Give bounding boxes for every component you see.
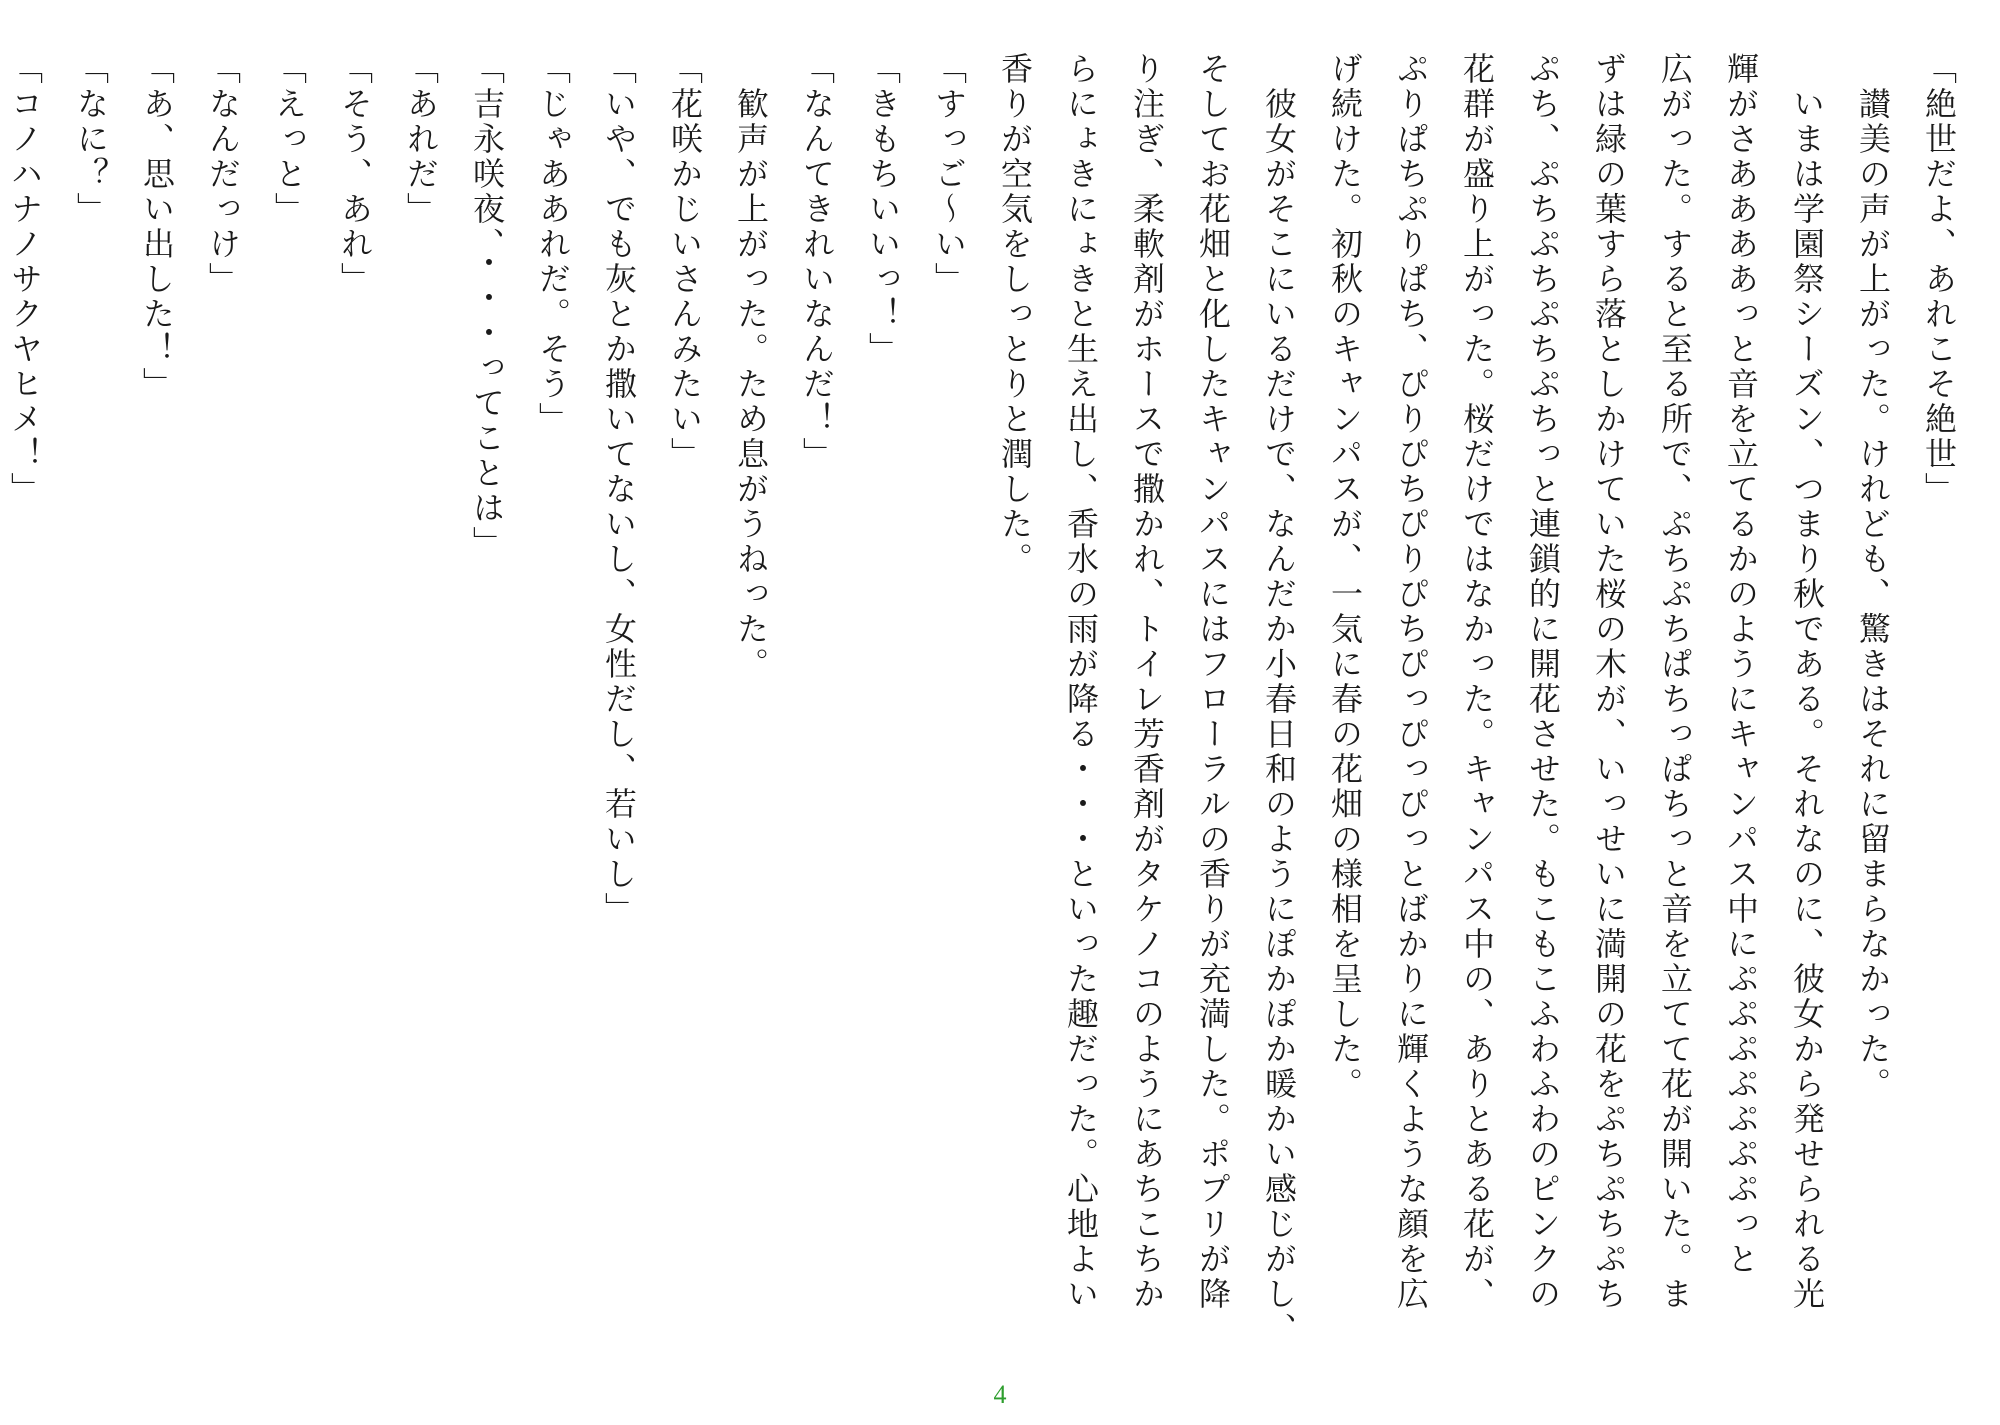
text-line: 「あ、思い出した！」 xyxy=(138,52,176,402)
text-line: 「えっと」 xyxy=(270,52,308,227)
text-line: そしてお花畑と化したキャンパスにはフローラルの香りが充満した。ポプリが降 xyxy=(1194,52,1232,1312)
text-line: 「吉永咲夜、・・・ってことは」 xyxy=(468,52,506,561)
text-line: 「あれだ」 xyxy=(402,52,440,227)
text-line: 「なんてきれいなんだ！」 xyxy=(798,52,836,472)
text-line: 「そう、あれ」 xyxy=(336,52,374,297)
text-line: 讃美の声が上がった。けれども、驚きはそれに留まらなかった。 xyxy=(1854,52,1892,1102)
text-line: らにょきにょきと生え出し、香水の雨が降る・・・といった趣だった。心地よい xyxy=(1062,52,1100,1312)
text-line: 「コノハナノサクヤヒメ！」 xyxy=(6,52,44,507)
text-line: ぷち、ぷちぷちぷちぷちっと連鎖的に開花させた。もこもこふわふわのピンクの xyxy=(1524,52,1562,1312)
text-line: 広がった。すると至る所で、ぷちぷちぱちっぱちっと音を立てて花が開いた。ま xyxy=(1656,52,1694,1312)
text-line: げ続けた。初秋のキャンパスが、一気に春の花畑の様相を呈した。 xyxy=(1326,52,1364,1102)
text-line: 輝がさああああっと音を立てるかのようにキャンパス中にぷぷぷぷぷぷぷっと xyxy=(1722,52,1760,1277)
text-line: 「なに？」 xyxy=(72,52,110,227)
text-line: ずは緑の葉すら落としかけていた桜の木が、いっせいに満開の花をぷちぷちぷち xyxy=(1590,52,1628,1312)
text-line: 「なんだっけ」 xyxy=(204,52,242,297)
text-line: 「じゃああれだ。そう」 xyxy=(534,52,572,437)
text-line: り注ぎ、柔軟剤がホースで撒かれ、トイレ芳香剤がタケノコのようにあちこちか xyxy=(1128,52,1166,1312)
page-number: 4 xyxy=(993,1380,1007,1409)
text-line: いまは学園祭シーズン、つまり秋である。それなのに、彼女から発せられる光 xyxy=(1788,52,1826,1312)
text-line: 「すっご～い」 xyxy=(930,52,968,297)
text-line: 「きもちいいっ！」 xyxy=(864,52,902,367)
text-line: 「花咲かじいさんみたい」 xyxy=(666,52,704,472)
text-line: ぷりぱちぷりぱち、ぴりぴちぴりぴちぴっぴっぴっとばかりに輝くような顔を広 xyxy=(1392,52,1430,1312)
text-line: 歓声が上がった。ため息がうねった。 xyxy=(732,52,770,682)
text-line: 「いや、でも灰とか撒いてないし、女性だし、若いし」 xyxy=(600,52,638,927)
text-line: 香りが空気をしっとりと潤した。 xyxy=(996,52,1034,577)
vertical-text-body xyxy=(0,52,1972,1382)
text-line: 彼女がそこにいるだけで、なんだか小春日和のようにぽかぽか暖かい感じがし、 xyxy=(1260,52,1298,1347)
text-line: 「絶世だよ、あれこそ絶世」 xyxy=(1920,52,1958,507)
text-line: 花群が盛り上がった。桜だけではなかった。キャンパス中の、ありとある花が、 xyxy=(1458,52,1496,1312)
